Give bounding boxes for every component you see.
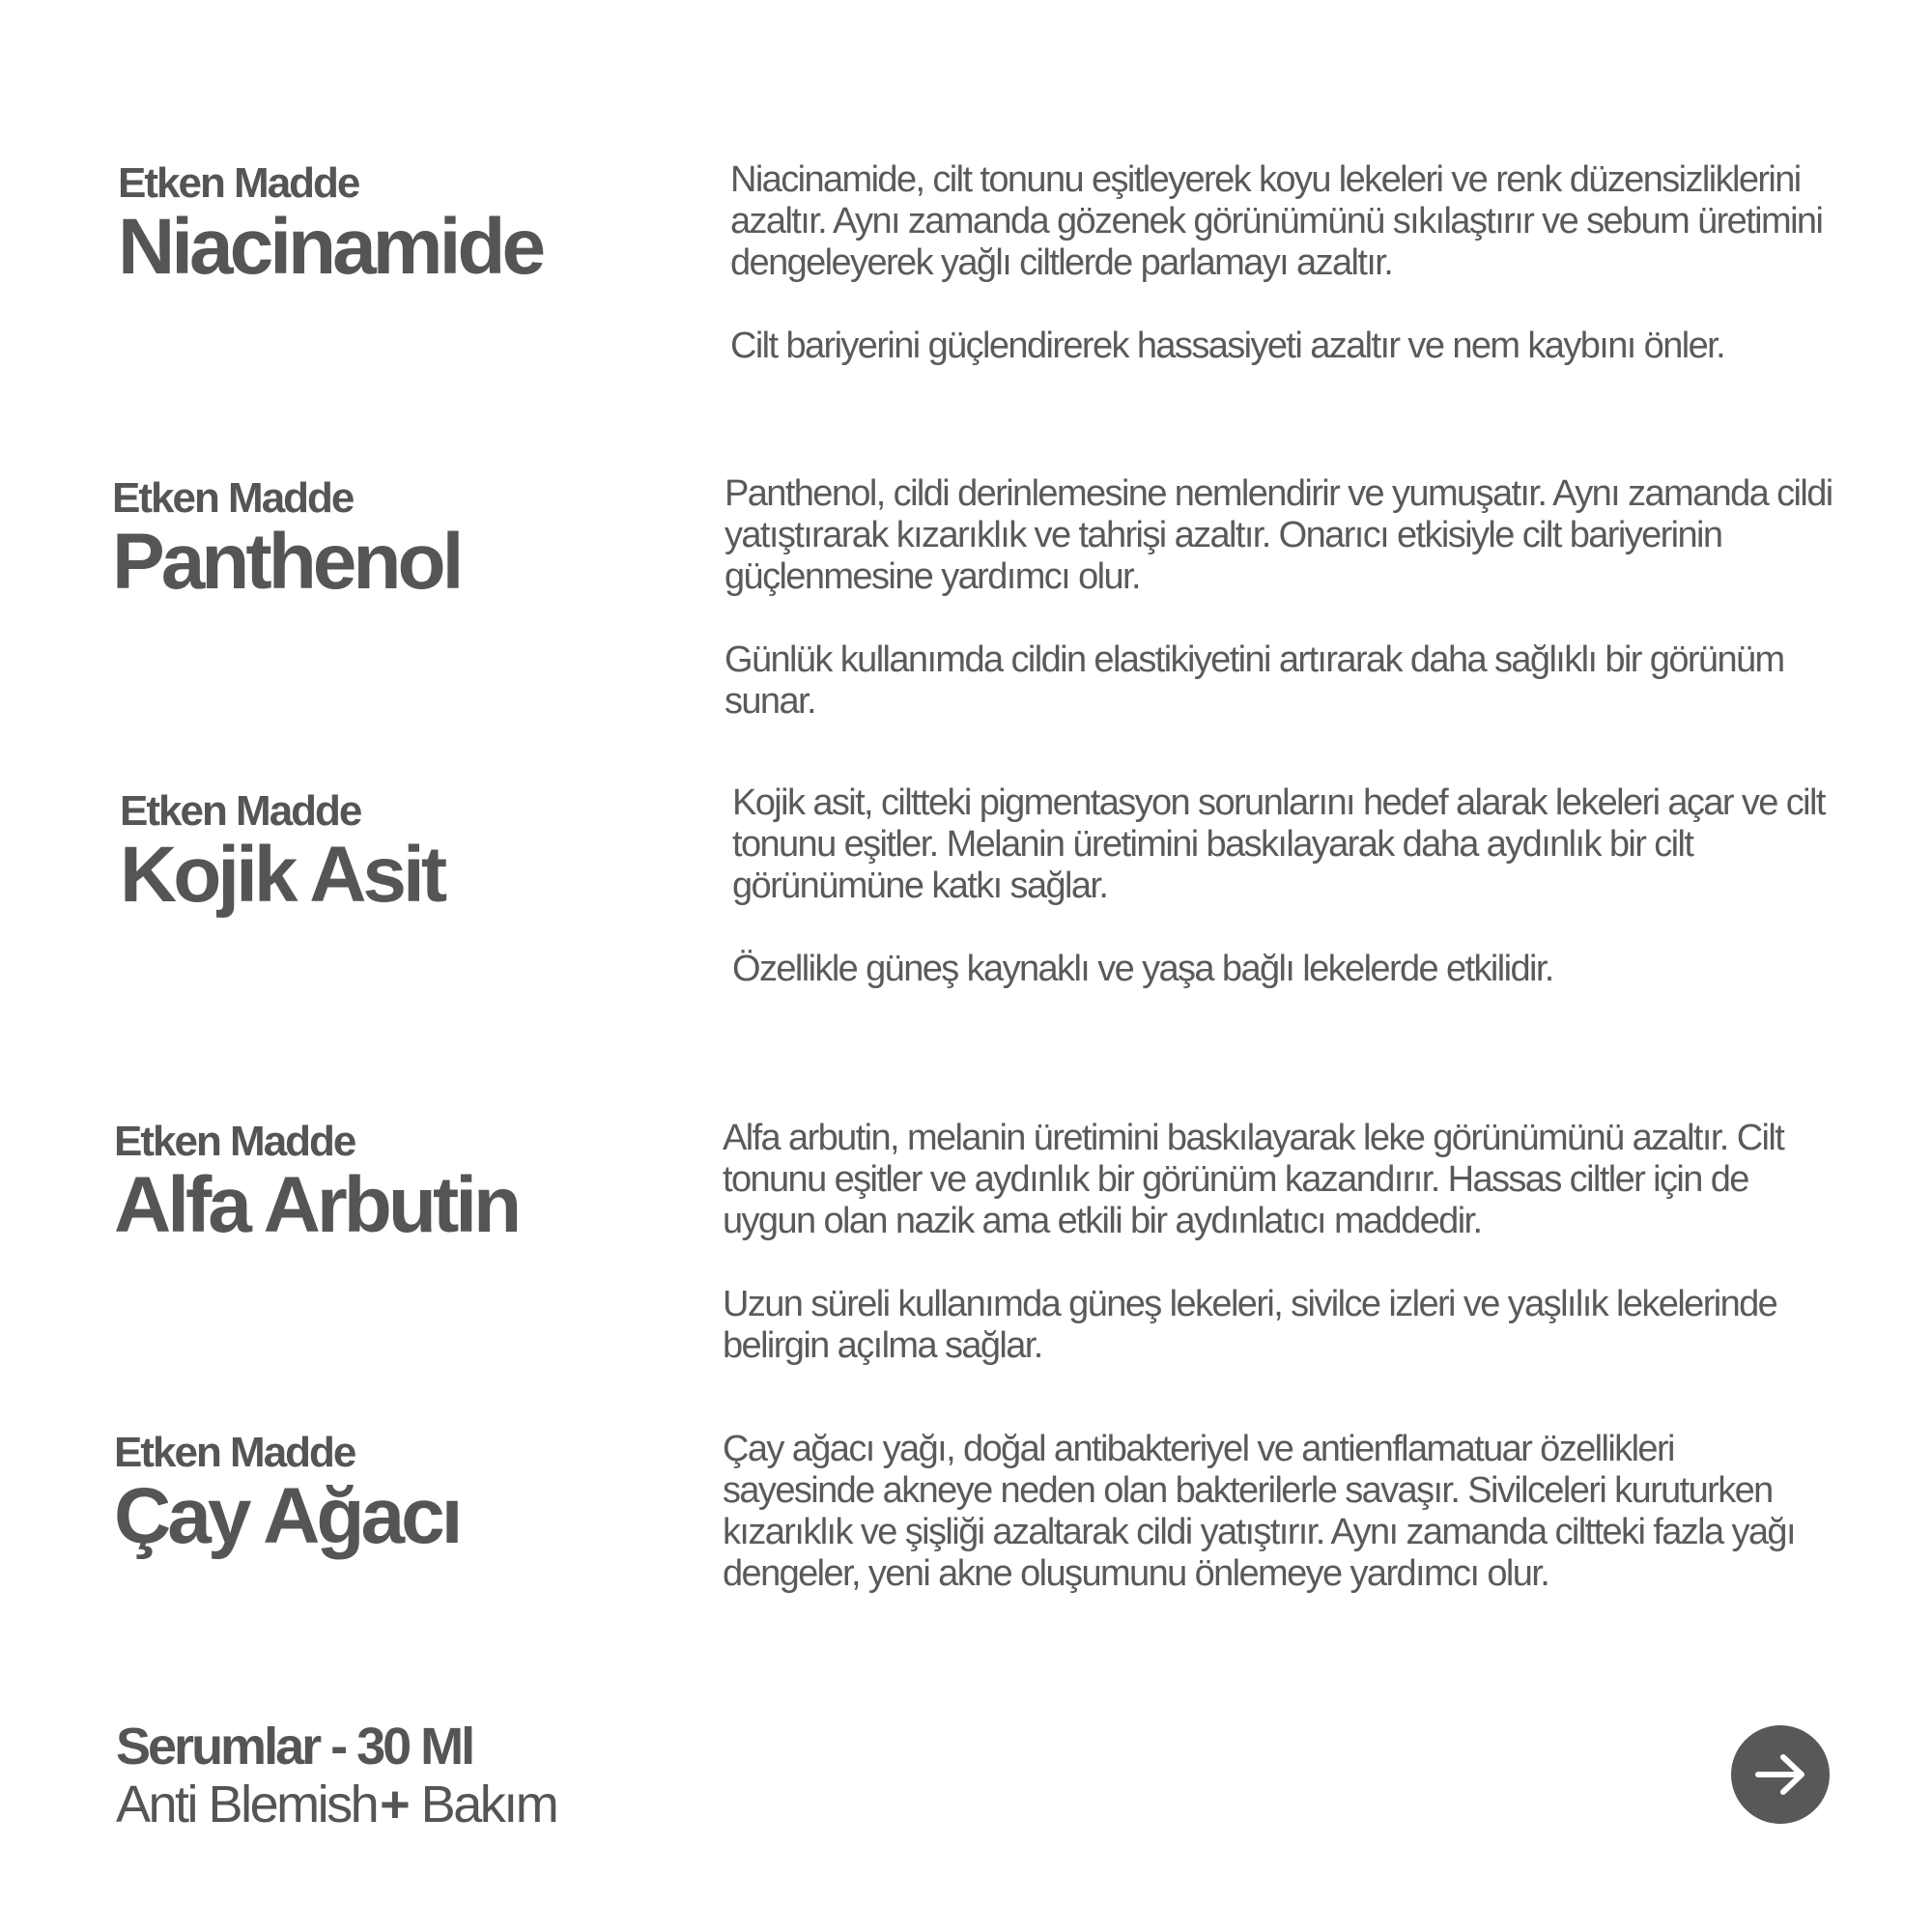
- ingredient-paragraph: Alfa arbutin, melanin üretimini baskılayarak leke görünümünü azaltır. Cilt tonunu eşitler ve aydınlık bir görünüm kazandırır. Hassas ciltler için de uygun olan nazik ama etkili bir aydınlatıcı maddedir.: [723, 1118, 1784, 1241]
- ingredient-heading: [118, 159, 697, 291]
- ingredient-heading: [112, 474, 692, 606]
- ingredient-title: Çay Ağacı: [114, 1472, 460, 1560]
- arrow-right-icon: [1750, 1745, 1810, 1804]
- ingredient-paragraph: Panthenol, cildi derinlemesine nemlendirir ve yumuşatır. Aynı zamanda cildi yatıştırarak kızarıklık ve tahrişi azaltır. Onarıcı etkisiyle cilt bariyerinin güçlenmesine yardımcı olur.: [724, 473, 1833, 597]
- ingredient-description: [723, 1118, 1833, 1367]
- ingredient-heading: [114, 1118, 694, 1249]
- ingredient-title: Panthenol: [112, 518, 461, 606]
- ingredient-paragraph: Cilt bariyerini güçlendirerek hassasiyeti azaltır ve nem kaybını önler.: [730, 326, 1725, 366]
- ingredient-paragraph: Günlük kullanımda cildin elastikiyetini artırarak daha sağlıklı bir görünüm sunar.: [724, 639, 1784, 722]
- ingredient-description: [730, 159, 1851, 367]
- ingredient-paragraph: Özellikle güneş kaynaklı ve yaşa bağlı lekelerde etkilidir.: [732, 949, 1553, 989]
- ingredient-title: Alfa Arbutin: [114, 1161, 519, 1249]
- product-line-suffix: Bakım: [409, 1776, 557, 1833]
- ingredient-heading: [114, 1429, 694, 1560]
- ingredient-kicker: Etken Madde: [118, 159, 359, 207]
- ingredient-paragraph: Çay ağacı yağı, doğal antibakteriyel ve antienflamatuar özellikleri sayesinde akneye neden olan bakterilerle savaşır. Sivilceleri kuruturken kızarıklık ve şişliği azaltarak cildi yatıştırır. Aynı zamanda ciltteki fazla yağı dengeler, yeni akne oluşumunu önlemeye yardımcı olur.: [723, 1429, 1795, 1594]
- next-button[interactable]: [1731, 1725, 1830, 1824]
- ingredient-title: Kojik Asit: [120, 831, 444, 919]
- ingredient-description: [732, 782, 1862, 990]
- ingredient-kicker: Etken Madde: [112, 474, 354, 522]
- ingredient-title: Niacinamide: [118, 203, 543, 291]
- product-footer: [116, 1718, 556, 1833]
- ingredient-description: [723, 1429, 1833, 1595]
- product-line-prefix: Anti Blemish: [116, 1776, 378, 1833]
- ingredient-kicker: Etken Madde: [114, 1118, 355, 1165]
- ingredient-kicker: Etken Madde: [120, 787, 361, 835]
- ingredient-paragraph: Niacinamide, cilt tonunu eşitleyerek koyu lekeleri ve renk düzensizliklerini azaltır. Aynı zamanda gözenek görünümünü sıkılaştırır ve sebum üretimini dengeleyerek yağlı ciltlerde parlamayı azaltır.: [730, 159, 1823, 283]
- ingredient-paragraph: Kojik asit, ciltteki pigmentasyon sorunlarını hedef alarak lekeleri açar ve cilt tonunu eşitler. Melanin üretimini baskılayarak daha aydınlık bir cilt görünümüne katkı sağlar.: [732, 782, 1825, 906]
- ingredient-description: [724, 473, 1864, 723]
- product-line: [116, 1776, 556, 1833]
- ingredient-heading: [120, 787, 699, 919]
- ingredient-kicker: Etken Madde: [114, 1429, 355, 1476]
- plus-mark: +: [379, 1776, 408, 1833]
- product-category: Serumlar - 30 Ml: [116, 1718, 473, 1776]
- ingredient-paragraph: Uzun süreli kullanımda güneş lekeleri, sivilce izleri ve yaşlılık lekelerinde belirgin açılma sağlar.: [723, 1284, 1777, 1366]
